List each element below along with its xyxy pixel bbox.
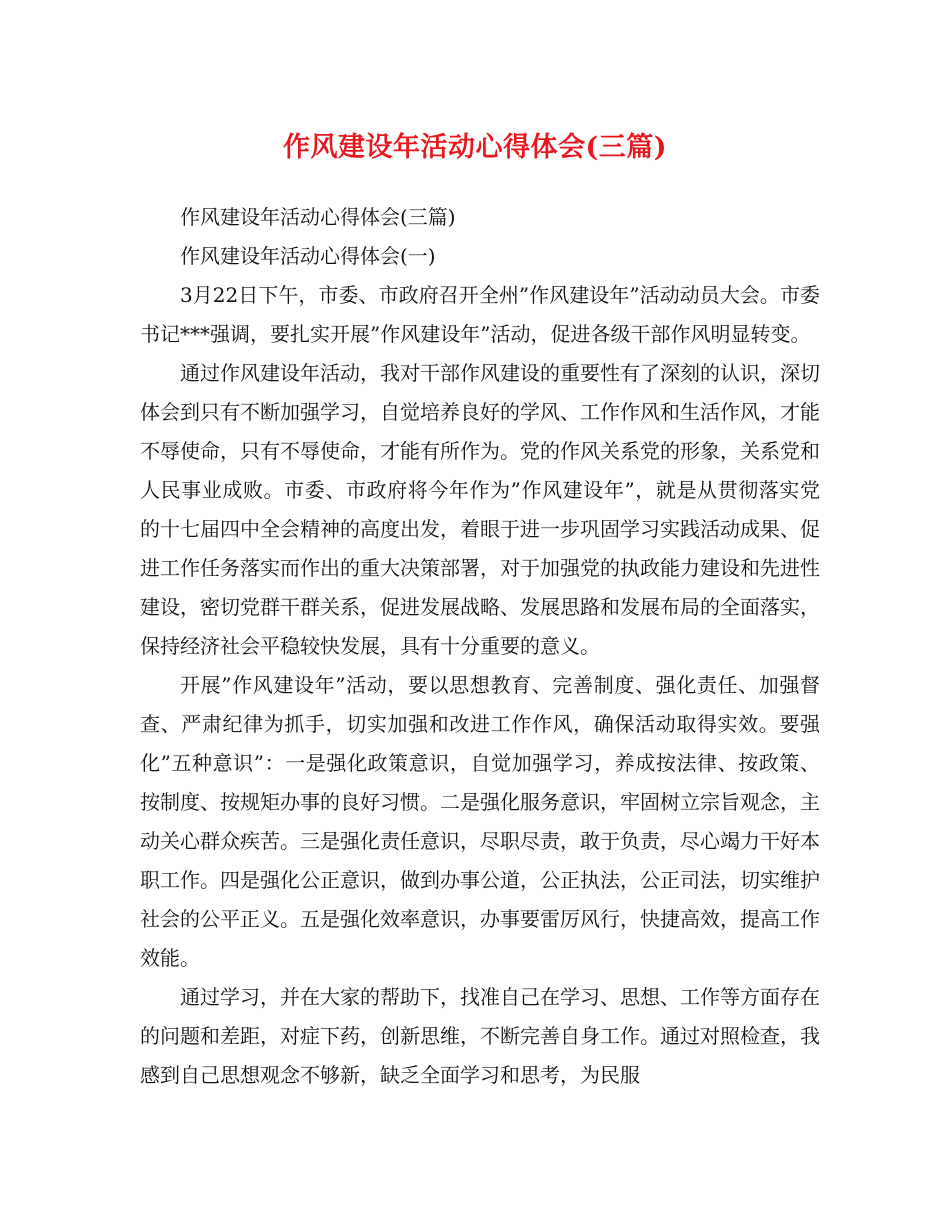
document-body (140, 198, 820, 1095)
paragraph: 开展”作风建设年”活动，要以思想教育、完善制度、强化责任、加强督查、严肃纪律为抓手，切实加强和改进工作作风，确保活动取得实效。要强化”五种意识”：一是强化政策意识，自觉加强学习，养成按法律、按政策、按制度、按规矩办事的良好习惯。二是强化服务意识，牢固树立宗旨观念，主动关心群众疾苦。三是强化责任意识，尽职尽责，敢于负责，尽心竭力干好本职工作。四是强化公正意识，做到办事公道，公正执法，公正司法，切实维护社会的公平正义。五是强化效率意识，办事要雷厉风行，快捷高效，提高工作效能。 (140, 673, 820, 970)
document-title: 作风建设年活动心得体会(三篇) (282, 132, 668, 163)
paragraph-subtitle: 作风建设年活动心得体会(三篇) (180, 205, 456, 229)
paragraph-section-heading: 作风建设年活动心得体会(一) (180, 244, 436, 268)
paragraph: 通过学习，并在大家的帮助下，找准自己在学习、思想、工作等方面存在的问题和差距，对症下药，创新思维，不断完善自身工作。通过对照检查，我感到自己思想观念不够新，缺乏全面学习和思考，为民服 (140, 985, 820, 1087)
paragraph: 3月22日下午，市委、市政府召开全州”作风建设年”活动动员大会。市委书记***强调，要扎实开展”作风建设年”活动，促进各级干部作风明显转变。 (140, 283, 820, 346)
paragraph: 通过作风建设年活动，我对干部作风建设的重要性有了深刻的认识，深切体会到只有不断加强学习，自觉培养良好的学风、工作作风和生活作风，才能不辱使命，只有不辱使命，才能有所作为。党的作风关系党的形象，关系党和人民事业成败。市委、市政府将今年作为”作风建设年”，就是从贯彻落实党的十七届四中全会精神的高度出发，着眼于进一步巩固学习实践活动成果、促进工作任务落实而作出的重大决策部署，对于加强党的执政能力建设和先进性建设，密切党群干群关系，促进发展战略、发展思路和发展布局的全面落实，保持经济社会平稳较快发展，具有十分重要的意义。 (140, 361, 820, 658)
